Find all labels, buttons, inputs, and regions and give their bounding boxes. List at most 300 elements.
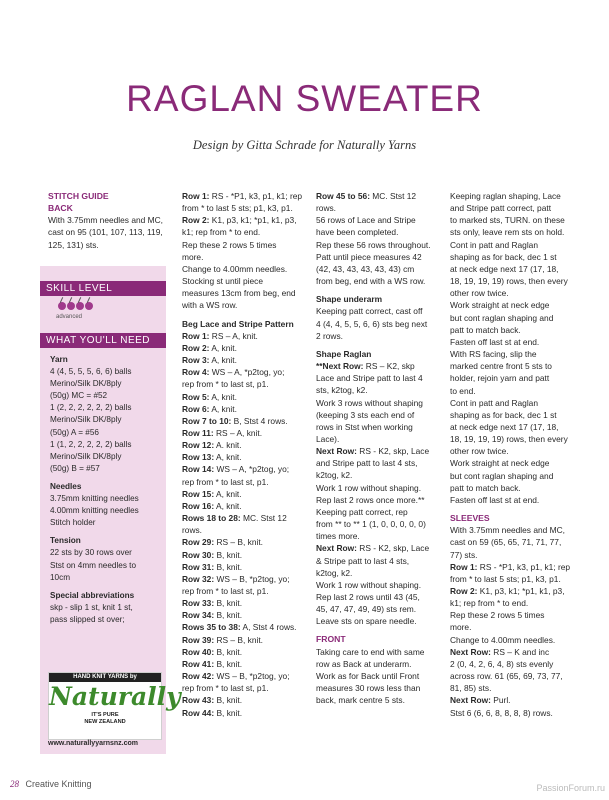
row-text: A, knit. xyxy=(214,452,242,463)
text-line xyxy=(182,621,302,633)
text-line xyxy=(50,493,166,505)
row-text: k1; rep from * to end. xyxy=(182,227,261,238)
row-text: rows. xyxy=(316,203,337,214)
what-youll-need-heading: WHAT YOU'LL NEED xyxy=(40,333,166,348)
text-line xyxy=(182,463,302,475)
text-line xyxy=(450,312,570,324)
text-line xyxy=(182,190,302,202)
website-url: www.naturallyyarnsnz.com xyxy=(48,740,138,747)
page-number: 28 xyxy=(10,779,19,789)
row-text: WS – B, *p2tog, yo; xyxy=(214,573,290,584)
text-line xyxy=(48,202,163,214)
row-text: other row twice. xyxy=(450,446,509,457)
row-text: RS – B, knit. xyxy=(214,537,263,548)
row-text: from * to last 5 sts; p1, k3, p1. xyxy=(450,573,561,584)
text-line xyxy=(182,658,302,670)
skill-level-heading: SKILL LEVEL xyxy=(40,281,166,296)
row-label: Row 32: xyxy=(182,573,215,584)
row-text: Rep last 2 rows once more.** xyxy=(316,494,425,505)
row-text: Fasten off last st at end. xyxy=(450,494,540,505)
row-text: 45, 47, 47, 49, 49) sts rem. xyxy=(316,604,417,615)
row-text: Stocking st until piece xyxy=(182,276,264,287)
row-text: 56 rows of Lace and Stripe xyxy=(316,215,416,226)
text-line xyxy=(316,421,431,433)
text-line xyxy=(450,324,570,336)
byline: Design by Gitta Schrade for Naturally Yarns xyxy=(192,138,417,152)
text-line xyxy=(182,585,302,597)
row-text: patt to match back. xyxy=(450,482,521,493)
text-line xyxy=(450,470,570,482)
row-text: Merino/Silk DK/8ply xyxy=(50,451,122,461)
row-text: Taking care to end with same xyxy=(316,646,425,657)
row-text: RS – K2, skp xyxy=(363,361,415,372)
text-line xyxy=(316,457,431,469)
text-line xyxy=(450,585,570,597)
row-text: With 3.75mm needles and MC, xyxy=(450,525,565,536)
text-line xyxy=(182,609,302,621)
row-text: B, knit. xyxy=(214,598,243,609)
row-text: 2 rows. xyxy=(316,330,343,341)
row-text: rows. xyxy=(182,525,203,536)
row-text: Yarn xyxy=(50,355,68,364)
column-3 xyxy=(316,190,431,706)
text-line xyxy=(316,433,431,445)
row-text: K1, p3, k1; *p1, k1, p3, xyxy=(209,215,297,226)
row-text: Cont in patt and Raglan xyxy=(450,397,538,408)
row-label: Row 7 to 10: xyxy=(182,415,232,426)
row-label: Row 6: xyxy=(182,403,210,414)
text-line xyxy=(316,633,431,645)
text-line xyxy=(182,342,302,354)
text-line xyxy=(450,621,570,633)
text-line xyxy=(182,415,302,427)
row-text: other row twice. xyxy=(450,288,509,299)
row-label: Row 1: xyxy=(450,561,478,572)
row-text: Stitch holder xyxy=(50,518,96,528)
row-text: Stst on 4mm needles to xyxy=(50,560,137,570)
row-text: from ** to ** 1 (1, 0, 0, 0, 0, 0) xyxy=(316,519,426,530)
text-line xyxy=(182,427,302,439)
text-line xyxy=(450,646,570,658)
row-text: Work straight at neck edge xyxy=(450,300,550,311)
text-line xyxy=(316,275,431,287)
row-text: shaping as for back, dec 1 st xyxy=(450,251,557,262)
logo-banner xyxy=(49,673,161,682)
text-line xyxy=(316,646,431,658)
row-text: FRONT xyxy=(316,634,346,645)
row-label: Row 4: xyxy=(182,367,210,378)
text-line xyxy=(450,385,570,397)
row-label: Rows 18 to 28: xyxy=(182,513,241,524)
row-text: shaping as for back, dec 1 st xyxy=(450,409,557,420)
row-text: holder, rejoin yarn and patt xyxy=(450,373,550,384)
row-text: rows in Stst when working xyxy=(316,421,413,432)
row-label: Row 12: xyxy=(182,440,215,451)
row-text: row as Back at underarm. xyxy=(316,658,412,669)
row-text: RS – B, knit. xyxy=(214,634,263,645)
row-text: (50g) MC = #52 xyxy=(50,391,108,401)
text-line xyxy=(316,318,431,330)
row-text: 4 (4, 5, 5, 5, 6, 6) balls xyxy=(50,367,132,377)
row-text: STITCH GUIDE xyxy=(48,191,109,201)
row-text: RS - *P1, k3, p1, k1; rep xyxy=(209,191,303,201)
row-text: Work straight at neck edge xyxy=(450,458,550,469)
text-line xyxy=(316,293,431,305)
row-text: BACK xyxy=(48,203,73,214)
row-label: Row 2: xyxy=(182,342,210,353)
row-label: **Next Row: xyxy=(316,361,364,372)
row-text: 2 (0, 4, 2, 6, 4, 8) sts evenly xyxy=(450,658,554,669)
row-text: 3.75mm knitting needles xyxy=(50,494,139,504)
text-line xyxy=(182,354,302,366)
row-text: Lace). xyxy=(316,433,340,444)
text-line xyxy=(182,239,302,251)
row-label: Row 3: xyxy=(182,355,210,366)
text-line xyxy=(316,555,431,567)
text-line xyxy=(182,451,302,463)
text-line xyxy=(50,354,166,366)
row-text: Shape Raglan xyxy=(316,348,372,359)
row-text: Leave sts on spare needle. xyxy=(316,616,417,627)
row-label: Row 29: xyxy=(182,537,215,548)
row-label: Row 2: xyxy=(182,215,210,226)
row-text: A, knit. xyxy=(214,488,242,499)
text-line xyxy=(450,536,570,548)
text-line xyxy=(450,682,570,694)
logo-by-text: by xyxy=(129,674,137,680)
row-text: and Stripe patt to last 4 sts, xyxy=(316,458,418,469)
row-text: sts, k2tog, k2. xyxy=(316,385,368,396)
text-line xyxy=(182,330,302,342)
text-line xyxy=(450,457,570,469)
text-line xyxy=(182,214,302,226)
row-text: rep from * to last st, p1. xyxy=(182,586,269,596)
text-line xyxy=(48,239,163,251)
text-line xyxy=(316,226,431,238)
text-line xyxy=(50,366,166,378)
row-text: SLEEVES xyxy=(450,513,490,524)
text-line xyxy=(50,572,166,584)
text-line xyxy=(50,451,166,463)
row-text: B, knit. xyxy=(214,646,243,657)
text-line xyxy=(182,500,302,512)
row-label: Next Row: xyxy=(450,646,491,657)
text-line xyxy=(50,463,166,475)
row-label: Row 30: xyxy=(182,549,215,560)
row-label: Row 14: xyxy=(182,464,215,475)
row-text: Lace and Stripe patt to last 4 xyxy=(316,373,423,384)
text-line xyxy=(50,481,166,493)
row-text: Rep these 2 rows 5 times xyxy=(450,610,545,621)
text-line xyxy=(450,336,570,348)
text-line xyxy=(316,682,431,694)
text-line xyxy=(316,694,431,706)
row-text: measures 30 rows less than xyxy=(316,683,421,694)
row-text: Rep these 56 rows throughout. xyxy=(316,239,431,250)
skill-level-indicator xyxy=(40,296,166,342)
text-line xyxy=(316,567,431,579)
row-text: patt to match back. xyxy=(450,324,521,335)
row-text: pass slipped st over; xyxy=(50,614,125,624)
text-line xyxy=(450,409,570,421)
row-text: A, Stst 4 rows. xyxy=(240,622,297,633)
text-line xyxy=(50,378,166,390)
yarn-ball-icon xyxy=(67,302,75,310)
yarn-ball-icon xyxy=(58,302,66,310)
text-line xyxy=(450,707,570,719)
row-text: (keeping 3 sts each end of xyxy=(316,409,415,420)
row-text: at neck edge next 17 (17, 18, xyxy=(450,421,559,432)
text-line xyxy=(182,202,302,214)
text-line xyxy=(316,579,431,591)
text-line xyxy=(316,409,431,421)
row-text: k1; rep from * to end. xyxy=(450,598,529,609)
row-text: RS - *P1, k3, p1, k1; rep xyxy=(477,561,571,572)
text-line xyxy=(182,707,302,719)
row-label: Row 44: xyxy=(182,707,215,718)
magazine-name: Creative Knitting xyxy=(25,779,92,789)
logo-banner-text: HAND KNIT YARNS xyxy=(73,674,129,680)
row-text: from * to last 5 sts; p1, k3, p1. xyxy=(182,203,293,214)
row-text: K1, p3, k1; *p1, k1, p3, xyxy=(477,586,565,596)
row-text: RS – A, knit. xyxy=(209,330,258,341)
row-text: Special abbreviations xyxy=(50,590,135,600)
row-text: B, knit. xyxy=(214,610,243,621)
text-line xyxy=(316,330,431,342)
text-line xyxy=(450,360,570,372)
text-line xyxy=(316,384,431,396)
skill-level-label: advanced xyxy=(56,314,83,320)
row-text: but cont raglan shaping and xyxy=(450,312,554,323)
text-line xyxy=(450,348,570,360)
row-text: 18, 19, 19, 19) rows, then every xyxy=(450,276,568,287)
text-line xyxy=(316,397,431,409)
logo-tagline-2: NEW ZEALAND xyxy=(84,719,126,725)
text-line xyxy=(182,251,302,263)
row-text: Beg Lace and Stripe Pattern xyxy=(182,318,294,329)
text-line xyxy=(316,445,431,457)
text-line xyxy=(182,476,302,488)
row-text: Work 1 row without shaping. xyxy=(316,579,422,590)
row-text: Tension xyxy=(50,536,81,546)
row-text: times more. xyxy=(316,531,360,542)
row-text: Change to 4.00mm needles. xyxy=(182,263,288,274)
text-line xyxy=(48,214,163,226)
text-line xyxy=(182,561,302,573)
text-line xyxy=(182,403,302,415)
text-line xyxy=(450,445,570,457)
row-text: rep from * to last st, p1. xyxy=(182,379,269,390)
text-line xyxy=(450,202,570,214)
text-line xyxy=(48,226,163,238)
text-line xyxy=(316,603,431,615)
row-text: MC. Stst 12 xyxy=(240,513,287,524)
row-text: (50g) A = #56 xyxy=(50,427,99,437)
row-text: to end. xyxy=(450,385,476,396)
row-text: 4.00mm knitting needles xyxy=(50,506,139,516)
row-text: B, knit. xyxy=(214,695,243,706)
text-line xyxy=(316,591,431,603)
row-label: Row 1: xyxy=(182,191,210,201)
naturally-logo xyxy=(48,672,181,740)
text-line xyxy=(450,561,570,573)
text-line xyxy=(316,530,431,542)
row-text: MC. Stst 12 xyxy=(369,191,417,201)
row-text: have been completed. xyxy=(316,227,399,238)
text-line xyxy=(182,524,302,536)
text-line xyxy=(450,299,570,311)
text-line xyxy=(450,524,570,536)
text-line xyxy=(316,542,431,554)
text-line xyxy=(50,602,166,614)
row-text: Keeping patt correct, rep xyxy=(316,506,408,517)
row-text: k2tog, k2. xyxy=(316,567,353,578)
row-label: Row 39: xyxy=(182,634,215,645)
text-line xyxy=(450,372,570,384)
text-line xyxy=(316,190,431,202)
text-line xyxy=(450,433,570,445)
row-text: from beg, end with a WS row. xyxy=(316,276,426,287)
row-text: A, knit. xyxy=(209,342,237,353)
yarn-ball-icons xyxy=(58,302,93,310)
text-line xyxy=(182,549,302,561)
text-line xyxy=(316,482,431,494)
row-label: Row 11: xyxy=(182,427,214,438)
text-line xyxy=(450,275,570,287)
text-line xyxy=(50,402,166,414)
text-line xyxy=(316,214,431,226)
row-text: 18, 19, 19, 19) rows, then every xyxy=(450,434,568,445)
row-text: RS - K2, skp, Lace xyxy=(356,446,430,457)
text-line xyxy=(450,597,570,609)
row-label: Next Row: xyxy=(316,543,357,554)
text-line xyxy=(450,573,570,585)
text-line xyxy=(450,482,570,494)
row-label: Row 42: xyxy=(182,671,215,682)
row-text: Fasten off last st at end. xyxy=(450,336,540,347)
text-line xyxy=(182,318,302,330)
text-line xyxy=(182,263,302,275)
row-text: B, Stst 4 rows. xyxy=(231,415,288,426)
column-2 xyxy=(182,190,302,719)
row-text: WS – A, *p2tog, yo; xyxy=(209,367,285,378)
text-line xyxy=(450,694,570,706)
row-text: A, knit. xyxy=(209,403,237,414)
row-text: Merino/Silk DK/8ply xyxy=(50,415,122,425)
text-line xyxy=(182,536,302,548)
text-line xyxy=(316,658,431,670)
logo-tagline-1: IT'S PURE xyxy=(91,712,119,718)
text-line xyxy=(450,658,570,670)
row-text: 1 (1, 2, 2, 2, 2, 2) balls xyxy=(50,439,132,449)
row-label: Row 41: xyxy=(182,658,215,669)
text-line xyxy=(450,263,570,275)
text-line xyxy=(182,226,302,238)
row-text: more. xyxy=(450,622,472,633)
text-line xyxy=(450,226,570,238)
row-text: at neck edge next 17 (17, 18, xyxy=(450,263,559,274)
materials-list xyxy=(40,348,166,626)
row-text: Work as for Back until Front xyxy=(316,670,420,681)
row-text: skp - slip 1 st, knit 1 st, xyxy=(50,602,133,612)
row-text: Cont in patt and Raglan xyxy=(450,239,538,250)
row-label: Row 40: xyxy=(182,646,215,657)
text-line xyxy=(316,670,431,682)
text-line xyxy=(316,506,431,518)
row-label: Row 34: xyxy=(182,610,215,621)
text-line xyxy=(316,305,431,317)
text-line xyxy=(182,488,302,500)
text-line xyxy=(450,397,570,409)
row-label: Next Row: xyxy=(316,446,357,457)
row-text: 22 sts by 30 rows over xyxy=(50,548,132,558)
row-text: Work 3 rows without shaping xyxy=(316,397,423,408)
row-text: Merino/Silk DK/8ply xyxy=(50,379,122,389)
text-line xyxy=(182,573,302,585)
row-label: Row 45 to 56: xyxy=(316,191,370,201)
row-text: sts only, leave rem sts on hold. xyxy=(450,227,565,238)
text-line xyxy=(48,190,163,202)
text-line xyxy=(50,414,166,426)
text-line xyxy=(50,614,166,626)
row-text: Change to 4.00mm needles. xyxy=(450,634,556,645)
row-label: Rows 35 to 38: xyxy=(182,622,241,633)
row-text: A, knit. xyxy=(214,500,242,511)
row-text: across row. 61 (65, 69, 73, 77, xyxy=(450,671,563,682)
row-text: more. xyxy=(182,251,204,262)
text-line xyxy=(450,190,570,202)
row-text: Keeping raglan shaping, Lace xyxy=(450,191,561,201)
text-line xyxy=(182,634,302,646)
text-line xyxy=(50,390,166,402)
text-line xyxy=(316,251,431,263)
column-1 xyxy=(48,190,163,251)
text-line xyxy=(316,518,431,530)
text-line xyxy=(50,590,166,602)
text-line xyxy=(182,391,302,403)
row-text: B, knit. xyxy=(214,561,243,572)
text-line xyxy=(182,366,302,378)
row-label: Row 31: xyxy=(182,561,215,572)
text-line xyxy=(50,427,166,439)
row-text: Stst 6 (6, 6, 8, 8, 8, 8) rows. xyxy=(450,707,553,718)
text-line xyxy=(182,670,302,682)
text-line xyxy=(450,239,570,251)
row-text: 77) sts. xyxy=(450,549,478,560)
text-line xyxy=(450,670,570,682)
text-line xyxy=(450,512,570,524)
row-label: Row 16: xyxy=(182,500,215,511)
row-text: cast on 95 (101, 107, 113, 119, xyxy=(48,227,163,238)
row-label: Row 1: xyxy=(182,330,210,341)
row-text: With RS facing, slip the xyxy=(450,349,537,360)
row-text: with a WS row. xyxy=(182,300,238,311)
row-text: but cont raglan shaping and xyxy=(450,470,554,481)
text-line xyxy=(450,494,570,506)
row-text: WS – A, *p2tog, yo; xyxy=(214,464,290,475)
text-line xyxy=(50,505,166,517)
text-line xyxy=(182,512,302,524)
row-text: B, knit. xyxy=(214,658,243,669)
text-line xyxy=(182,299,302,311)
text-line xyxy=(450,421,570,433)
page-title: RAGLAN SWEATER xyxy=(126,78,483,119)
text-line xyxy=(182,597,302,609)
text-line xyxy=(316,494,431,506)
yarn-ball-icon xyxy=(76,302,84,310)
row-text: WS – B, *p2tog, yo; xyxy=(214,671,290,682)
text-line xyxy=(450,214,570,226)
